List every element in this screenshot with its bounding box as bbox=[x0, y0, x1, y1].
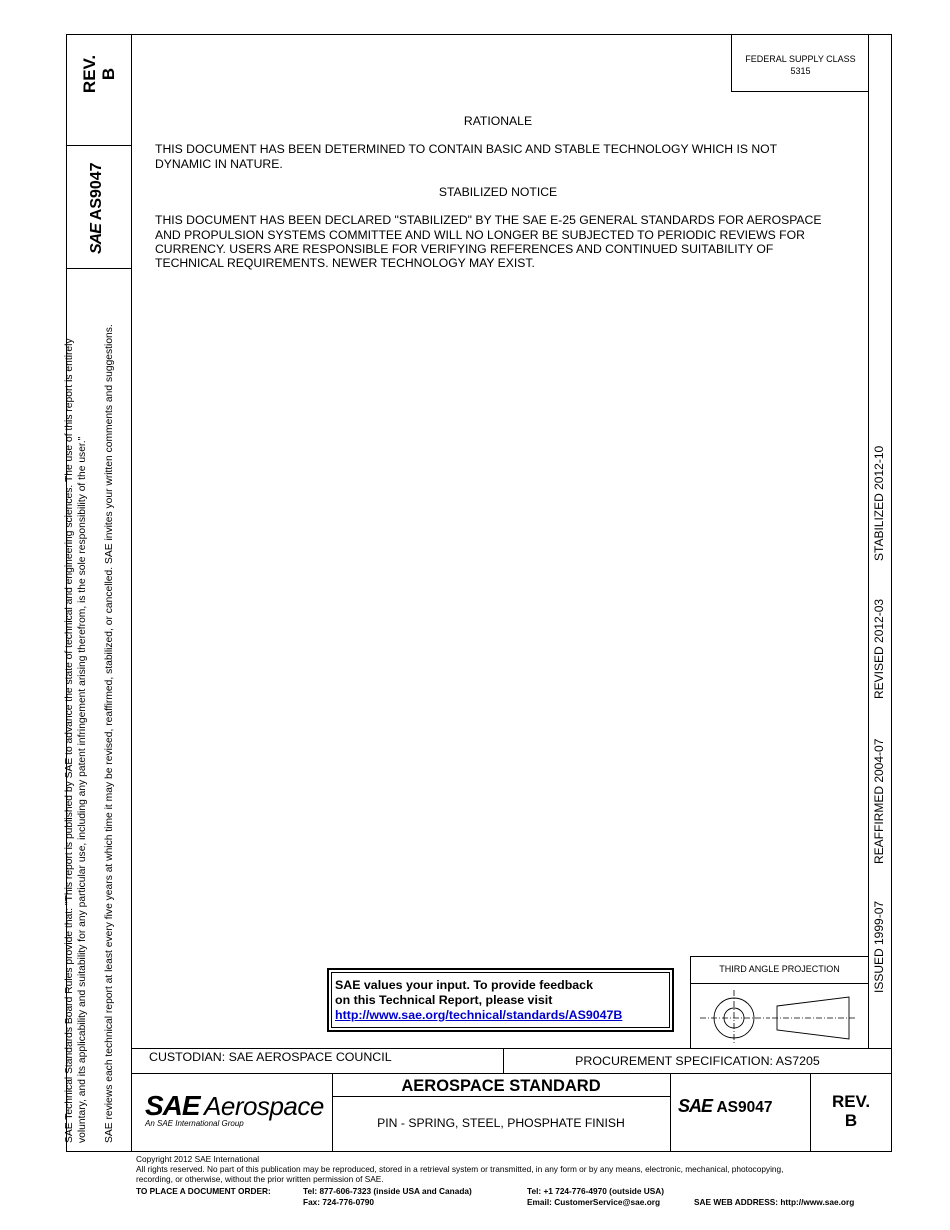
footer-order-label: TO PLACE A DOCUMENT ORDER: bbox=[136, 1186, 271, 1196]
left-margin-divider bbox=[131, 34, 132, 1048]
doc-number-cell bbox=[678, 1096, 772, 1117]
footer-email: Email: CustomerService@sae.org bbox=[527, 1197, 661, 1207]
left-rev-block bbox=[80, 36, 118, 112]
doc-number-sae-logo: SAE bbox=[678, 1096, 713, 1116]
title-block-row-divider bbox=[131, 1073, 892, 1074]
supply-class-box bbox=[731, 34, 869, 92]
title-divider bbox=[670, 1073, 671, 1152]
history-issued: ISSUED 1999-07 bbox=[872, 900, 886, 993]
board-rules-line2: voluntary, and its applicability and suitability for any particular use, including any patent infringement arising therefrom, is the sole responsibility of the user." bbox=[77, 436, 88, 1143]
right-margin-divider bbox=[868, 34, 869, 1048]
review-notice bbox=[103, 324, 116, 1143]
stabilized-line2: AND PROPULSION SYSTEMS COMMITTEE AND WILL NO LONGER BE SUBJECTED TO PERIODIC REVIEWS FOR bbox=[155, 228, 805, 242]
footer-copyright: Copyright 2012 SAE International bbox=[136, 1154, 260, 1164]
rev-cell bbox=[810, 1092, 892, 1130]
board-rules-line1: SAE Technical Standards Board Rules provide that: "This report is published by SAE to advance the state of technical and engineering sciences. The use of this report is entirely bbox=[64, 338, 75, 1143]
document-title: PIN - SPRING, STEEL, PHOSPHATE FINISH bbox=[377, 1116, 625, 1130]
third-angle-projection-icon bbox=[692, 986, 868, 1048]
logo-sae-mark: SAE bbox=[145, 1090, 200, 1121]
procurement-text: PROCUREMENT SPECIFICATION: AS7205 bbox=[575, 1054, 820, 1068]
standard-type-divider bbox=[332, 1096, 670, 1097]
rev-label: REV. bbox=[831, 1092, 871, 1111]
history-stabilized: STABILIZED 2012-10 bbox=[872, 445, 886, 561]
rationale-text-line2: DYNAMIC IN NATURE. bbox=[155, 157, 283, 171]
stabilized-line4: TECHNICAL REQUIREMENTS. NEWER TECHNOLOGY MAY EXIST. bbox=[155, 256, 535, 270]
sae-aerospace-logo bbox=[145, 1090, 324, 1122]
board-rules-notice bbox=[63, 338, 89, 1143]
footer-tel-us: Tel: 877-606-7323 (inside USA and Canada) bbox=[303, 1186, 472, 1196]
logo-tagline: An SAE International Group bbox=[145, 1119, 244, 1128]
supply-class-number: 5315 bbox=[790, 66, 811, 76]
projection-divider bbox=[690, 983, 869, 984]
custodian-text: CUSTODIAN: SAE AEROSPACE COUNCIL bbox=[149, 1050, 392, 1064]
standard-type: AEROSPACE STANDARD bbox=[401, 1077, 601, 1095]
footer-web: SAE WEB ADDRESS: http://www.sae.org bbox=[694, 1197, 855, 1207]
left-rev-value: B bbox=[99, 67, 118, 81]
projection-label: THIRD ANGLE PROJECTION bbox=[719, 964, 840, 974]
feedback-line2: on this Technical Report, please visit bbox=[335, 993, 553, 1007]
stabilized-line1: THIS DOCUMENT HAS BEEN DECLARED "STABILIZED" BY THE SAE E-25 GENERAL STANDARDS FOR AEROSPACE bbox=[155, 213, 822, 227]
supply-class-label: FEDERAL SUPPLY CLASS bbox=[745, 54, 856, 64]
footer-rights-line2: recording, or otherwise, without the prior written permission of SAE. bbox=[136, 1174, 384, 1184]
feedback-line1: SAE values your input. To provide feedback bbox=[335, 978, 593, 992]
left-doc-number: AS9047 bbox=[88, 162, 105, 221]
logo-aerospace-word: Aerospace bbox=[204, 1091, 324, 1121]
left-doc-number-block bbox=[88, 162, 106, 254]
footer-fax: Fax: 724-776-0790 bbox=[303, 1197, 375, 1207]
footer-rights-line1: All rights reserved. No part of this publication may be reproduced, stored in a retrieval system or transmitted, in any form or by any means, electronic, mechanical, photocopying, bbox=[136, 1164, 784, 1174]
rev-value: B bbox=[844, 1111, 858, 1130]
rationale-heading: RATIONALE bbox=[463, 114, 533, 128]
stabilized-heading: STABILIZED NOTICE bbox=[438, 185, 558, 199]
doc-number: AS9047 bbox=[716, 1099, 773, 1116]
rationale-text-line1: THIS DOCUMENT HAS BEEN DETERMINED TO CONTAIN BASIC AND STABLE TECHNOLOGY WHICH IS NOT bbox=[155, 142, 778, 156]
history-revised: REVISED 2012-03 bbox=[872, 598, 886, 699]
feedback-link[interactable]: http://www.sae.org/technical/standards/AS9047B bbox=[335, 1008, 623, 1022]
history-reaffirmed: REAFFIRMED 2004-07 bbox=[872, 738, 886, 864]
left-rev-divider bbox=[66, 145, 132, 146]
review-note-text: SAE reviews each technical report at least every five years at which time it may be revised, reaffirmed, stabilized, or cancelled. SAE invites your written comments and suggestions. bbox=[104, 324, 115, 1143]
sae-logo-small: SAE bbox=[88, 224, 105, 254]
footer-tel-intl: Tel: +1 724-776-4970 (outside USA) bbox=[527, 1186, 665, 1196]
feedback-text bbox=[335, 978, 622, 1023]
stabilized-line3: CURRENCY. USERS ARE RESPONSIBLE FOR VERIFYING REFERENCES AND CONTINUED SUITABILITY OF bbox=[155, 242, 774, 256]
left-rev-label: REV. bbox=[80, 54, 99, 94]
left-docnum-divider bbox=[66, 268, 132, 269]
